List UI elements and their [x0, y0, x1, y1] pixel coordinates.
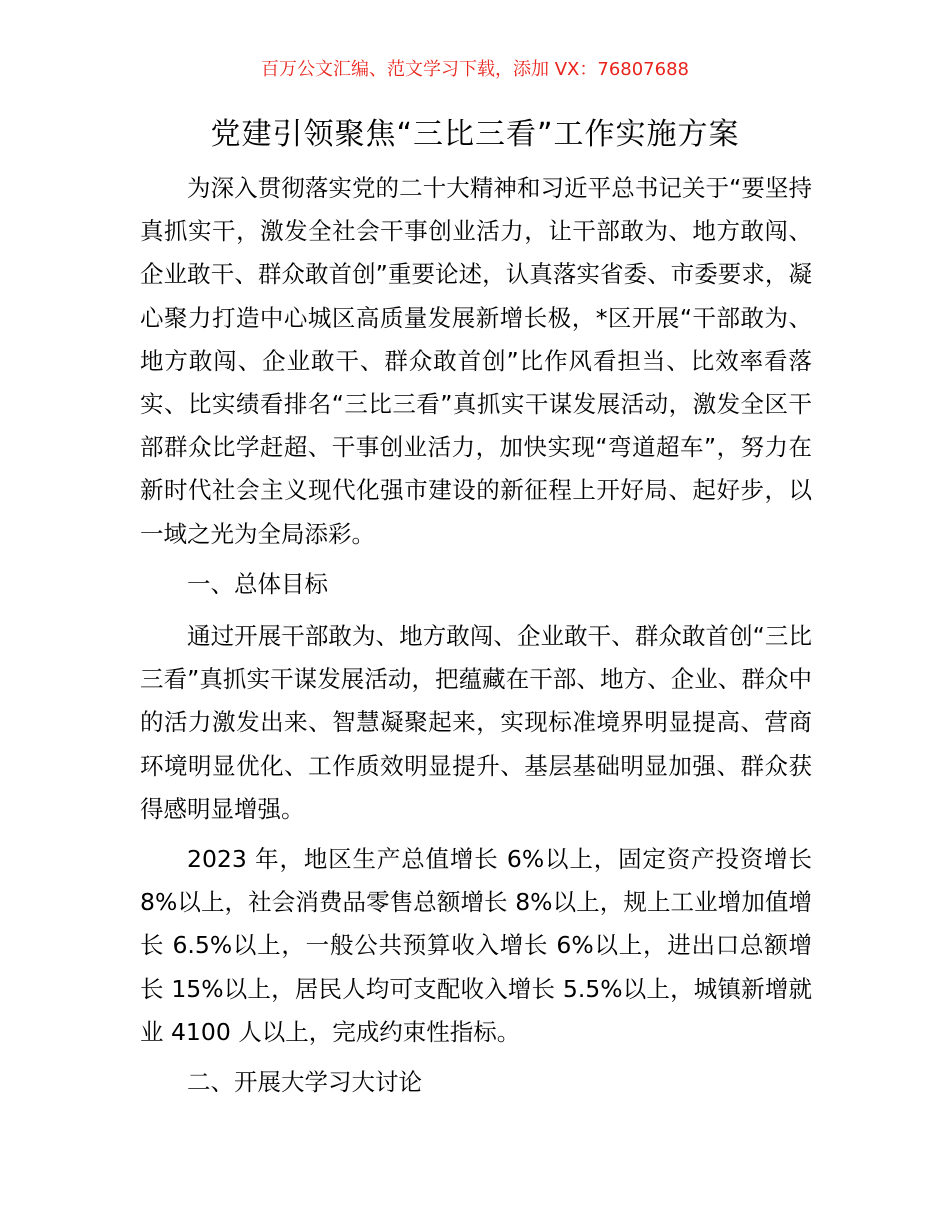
download-notice-header: 百万公文汇编、范文学习下载，添加 VX：76807688 — [261, 59, 689, 80]
section-1-paragraph-goals: 通过开展干部敢为、地方敢闯、企业敢干、群众敢首创“三比三看”真抓实干谋发展活动，把蕴藏在干部、地方、企业、群众中的活力激发出来、智慧凝聚起来，实现标准境界明显提高、营商环境明显优化、工作质效明显提升、基层基础明显加强、群众获得感明显增强。 — [140, 622, 812, 823]
section-2-heading: 二、开展大学习大讨论 — [187, 1068, 422, 1097]
document-title: 党建引领聚焦“三比三看”工作实施方案 — [210, 117, 740, 152]
document-body — [140, 167, 812, 1113]
intro-paragraph: 为深入贯彻落实党的二十大精神和习近平总书记关于“要坚持真抓实干，激发全社会干事创业活力，让干部敢为、地方敢闯、企业敢干、群众敢首创”重要论述，认真落实省委、市委要求，凝心聚力打造中心城区高质量发展新增长极，*区开展“干部敢为、地方敢闯、企业敢干、群众敢首创”比作风看担当、比效率看落实、比实绩看排名“三比三看”真抓实干谋发展活动，激发全区干部群众比学赶超、干事创业活力，加快实现“弯道超车”，努力在新时代社会主义现代化强市建设的新征程上开好局、起好步，以一域之光为全局添彩。 — [140, 174, 812, 548]
section-1-heading: 一、总体目标 — [187, 569, 328, 598]
section-1-paragraph-targets: 2023 年，地区生产总值增长 6%以上，固定资产投资增长 8%以上，社会消费品零售总额增长 8%以上，规上工业增加值增长 6.5%以上，一般公共预算收入增长 6%以上，进出口总额增长 15%以上，居民人均可支配收入增长 5.5%以上，城镇新增就业 4100 人以上，完成约束性指标。 — [140, 845, 812, 1046]
